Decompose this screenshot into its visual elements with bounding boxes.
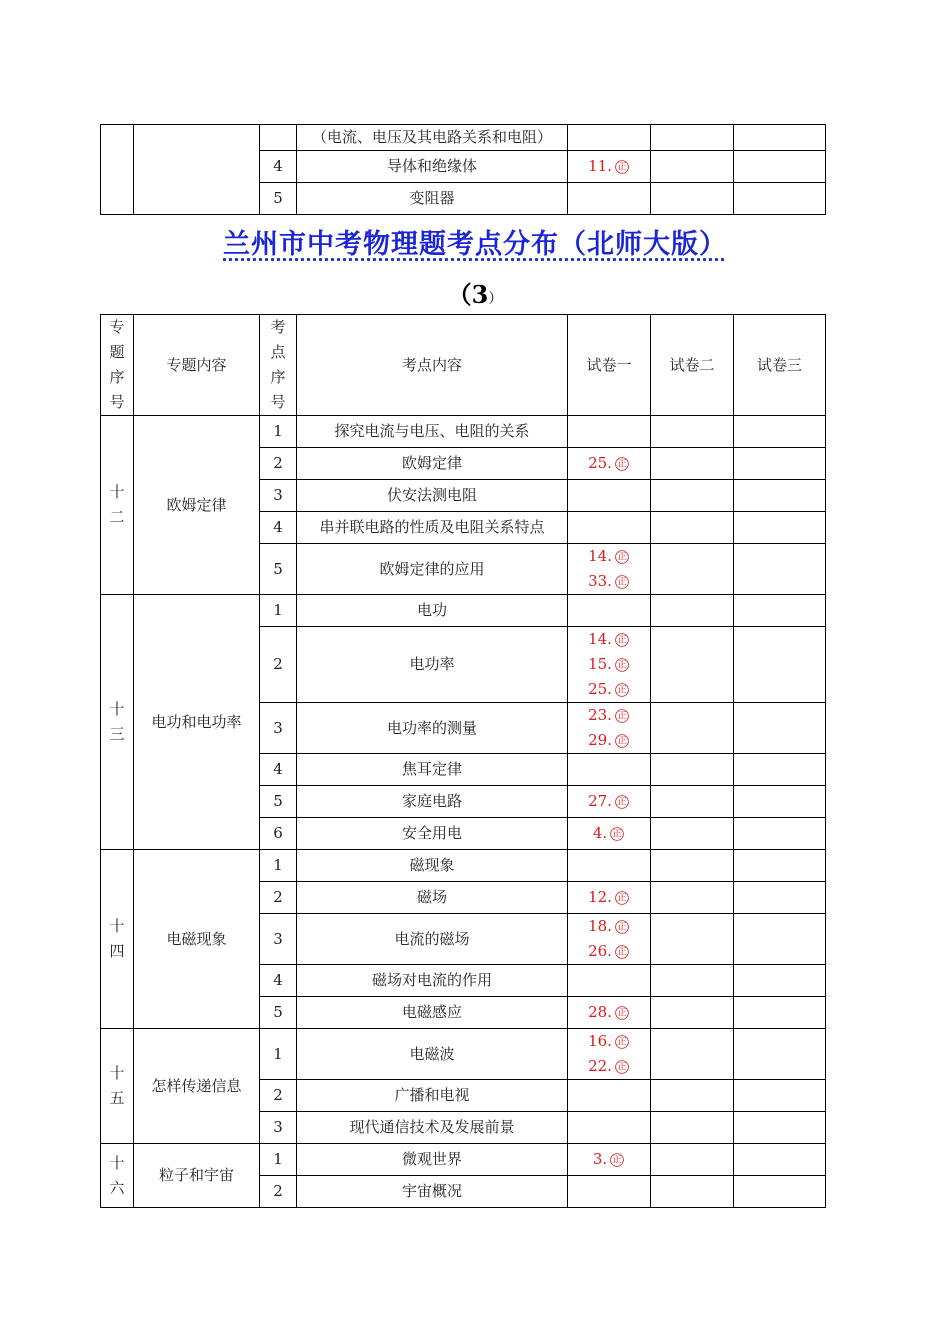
stamp-mark-icon: 正 — [615, 633, 629, 647]
point-content-cell: 欧姆定律的应用 — [297, 544, 568, 595]
paper3-cell — [734, 882, 826, 914]
paper2-cell — [651, 703, 734, 754]
paper3-cell — [734, 1176, 826, 1208]
paper2-cell — [651, 914, 734, 965]
paper2-cell — [651, 965, 734, 997]
point-no-cell: 4 — [260, 512, 297, 544]
exam-ref-number: 33. — [588, 572, 612, 590]
exam-ref-number: 3. — [592, 1150, 608, 1168]
topic-name-cell: 电功和电功率 — [134, 595, 260, 850]
paper1-cell — [568, 125, 651, 151]
exam-ref-number: 11. — [588, 157, 612, 175]
exam-ref-number: 29. — [588, 731, 612, 749]
paper1-cell — [568, 754, 651, 786]
paper2-cell — [651, 416, 734, 448]
exam-ref — [568, 728, 650, 753]
paper1-cell — [568, 544, 651, 595]
paper2-cell — [651, 997, 734, 1029]
paper2-cell — [651, 754, 734, 786]
paper1-cell — [568, 850, 651, 882]
point-content-cell: 现代通信技术及发展前景 — [297, 1112, 568, 1144]
paper1-cell — [568, 1112, 651, 1144]
stamp-mark-icon: 正 — [615, 1060, 629, 1074]
exam-ref — [568, 1000, 650, 1025]
topic-no-cell — [101, 1029, 134, 1144]
exam-ref — [568, 821, 650, 846]
page-subtitle — [0, 275, 950, 310]
stamp-mark-icon: 正 — [615, 160, 629, 174]
paper3-cell — [734, 544, 826, 595]
topic-no-text: 十 六 — [109, 1153, 125, 1197]
topic-no-text: 十 五 — [109, 1064, 125, 1107]
paper3-cell — [734, 703, 826, 754]
exam-ref — [568, 1147, 650, 1172]
stamp-mark-icon: 正 — [615, 658, 629, 672]
point-content-cell: 焦耳定律 — [297, 754, 568, 786]
point-content-cell: （电流、电压及其电路关系和电阻） — [297, 125, 568, 151]
paper2-cell — [651, 1144, 734, 1176]
stamp-mark-icon: 正 — [615, 1035, 629, 1049]
paper1-cell — [568, 416, 651, 448]
point-no-cell: 2 — [260, 627, 297, 703]
exam-ref-number: 4. — [592, 824, 608, 842]
stamp-mark-icon: 正 — [615, 550, 629, 564]
paper3-cell — [734, 183, 826, 215]
header-topic-no — [101, 315, 134, 416]
topic-no-cell — [101, 416, 134, 595]
point-no-cell: 3 — [260, 703, 297, 754]
exam-ref — [568, 544, 650, 569]
paper2-cell — [651, 1112, 734, 1144]
header-topic-no-text: 专 题 序 号 — [109, 318, 125, 411]
point-no-cell: 6 — [260, 818, 297, 850]
header-paper1: 试卷一 — [568, 315, 651, 416]
point-content-cell: 电磁波 — [297, 1029, 568, 1080]
exam-ref — [568, 703, 650, 728]
point-content-cell: 电流的磁场 — [297, 914, 568, 965]
topic-no-text: 十 四 — [109, 917, 125, 960]
paper3-cell — [734, 818, 826, 850]
point-content-cell: 安全用电 — [297, 818, 568, 850]
header-row — [101, 315, 826, 416]
exam-ref-number: 23. — [588, 706, 612, 724]
paper2-cell — [651, 595, 734, 627]
exam-ref-number: 16. — [588, 1032, 612, 1050]
stamp-mark-icon: 正 — [610, 827, 624, 841]
stamp-mark-icon: 正 — [615, 891, 629, 905]
paper2-cell — [651, 183, 734, 215]
paper3-cell — [734, 965, 826, 997]
paper3-cell — [734, 850, 826, 882]
paper1-cell — [568, 595, 651, 627]
topic-no-cell — [101, 850, 134, 1029]
point-content-cell: 伏安法测电阻 — [297, 480, 568, 512]
point-no-cell: 5 — [260, 786, 297, 818]
exam-ref-number: 27. — [588, 792, 612, 810]
paper3-cell — [734, 1112, 826, 1144]
paper2-cell — [651, 1080, 734, 1112]
exam-ref-number: 18. — [588, 917, 612, 935]
paper2-cell — [651, 512, 734, 544]
point-no-cell: 5 — [260, 997, 297, 1029]
paper3-cell — [734, 1144, 826, 1176]
point-no-cell: 2 — [260, 1176, 297, 1208]
point-content-cell: 广播和电视 — [297, 1080, 568, 1112]
paper1-cell — [568, 786, 651, 818]
paper1-cell — [568, 1144, 651, 1176]
point-content-cell: 家庭电路 — [297, 786, 568, 818]
paper2-cell — [651, 448, 734, 480]
paper2-cell — [651, 1176, 734, 1208]
paper3-cell — [734, 1029, 826, 1080]
topic-no-cell — [101, 125, 134, 215]
exam-ref — [568, 914, 650, 939]
topic-name-cell — [134, 125, 260, 215]
point-content-cell: 电功率 — [297, 627, 568, 703]
header-point-no-text: 考 点 序 号 — [270, 318, 286, 411]
paper1-cell — [568, 448, 651, 480]
paper2-cell — [651, 480, 734, 512]
stamp-mark-icon: 正 — [615, 795, 629, 809]
paper2-cell — [651, 882, 734, 914]
exam-ref-number: 12. — [588, 888, 612, 906]
point-content-cell: 磁现象 — [297, 850, 568, 882]
stamp-mark-icon: 正 — [615, 683, 629, 697]
header-paper3: 试卷三 — [734, 315, 826, 416]
exam-ref-number: 15. — [588, 655, 612, 673]
point-no-cell: 1 — [260, 1029, 297, 1080]
header-point-content: 考点内容 — [297, 315, 568, 416]
point-no-cell: 4 — [260, 754, 297, 786]
paper2-cell — [651, 125, 734, 151]
point-no-cell: 3 — [260, 914, 297, 965]
topic-no-cell — [101, 595, 134, 850]
point-no-cell: 3 — [260, 1112, 297, 1144]
header-paper2: 试卷二 — [651, 315, 734, 416]
paper1-cell — [568, 914, 651, 965]
topic-no-cell — [101, 1144, 134, 1208]
paper3-cell — [734, 151, 826, 183]
paper2-cell — [651, 850, 734, 882]
paper3-cell — [734, 997, 826, 1029]
exam-ref — [568, 451, 650, 476]
point-no-cell: 4 — [260, 151, 297, 183]
paper3-cell — [734, 627, 826, 703]
subtitle-number: （3 — [447, 280, 489, 309]
point-no-cell: 5 — [260, 544, 297, 595]
paper2-cell — [651, 151, 734, 183]
paper1-cell — [568, 965, 651, 997]
point-no-cell: 1 — [260, 850, 297, 882]
header-point-no — [260, 315, 297, 416]
paper1-cell — [568, 882, 651, 914]
topic-name-cell: 电磁现象 — [134, 850, 260, 1029]
exam-ref — [568, 939, 650, 964]
exam-points-table — [100, 314, 826, 1208]
point-content-cell: 变阻器 — [297, 183, 568, 215]
paper1-cell — [568, 627, 651, 703]
header-topic-content: 专题内容 — [134, 315, 260, 416]
point-no-cell: 3 — [260, 480, 297, 512]
subtitle-close: ） — [488, 291, 503, 307]
point-no-cell: 1 — [260, 1144, 297, 1176]
stamp-mark-icon: 正 — [615, 734, 629, 748]
paper1-cell — [568, 818, 651, 850]
paper2-cell — [651, 786, 734, 818]
exam-ref — [568, 652, 650, 677]
stamp-mark-icon: 正 — [615, 457, 629, 471]
point-no-cell: 1 — [260, 595, 297, 627]
point-content-cell: 微观世界 — [297, 1144, 568, 1176]
topic-no-text: 十 二 — [109, 483, 125, 526]
point-no-cell: 4 — [260, 965, 297, 997]
topic-no-text: 十 三 — [109, 700, 125, 743]
paper3-cell — [734, 786, 826, 818]
paper1-cell — [568, 1029, 651, 1080]
paper3-cell — [734, 416, 826, 448]
table-row — [101, 850, 826, 882]
point-content-cell: 电磁感应 — [297, 997, 568, 1029]
exam-ref-number: 25. — [588, 454, 612, 472]
point-content-cell: 探究电流与电压、电阻的关系 — [297, 416, 568, 448]
paper1-cell — [568, 183, 651, 215]
paper3-cell — [734, 1080, 826, 1112]
paper1-cell — [568, 151, 651, 183]
paper1-cell — [568, 1176, 651, 1208]
stamp-mark-icon: 正 — [615, 920, 629, 934]
topic-name-cell: 欧姆定律 — [134, 416, 260, 595]
paper1-cell — [568, 480, 651, 512]
table-row — [101, 1029, 826, 1080]
paper3-cell — [734, 754, 826, 786]
exam-ref — [568, 789, 650, 814]
table-row — [101, 125, 826, 151]
point-content-cell: 串并联电路的性质及电阻关系特点 — [297, 512, 568, 544]
point-no-cell: 2 — [260, 1080, 297, 1112]
table-row — [101, 595, 826, 627]
point-content-cell: 导体和绝缘体 — [297, 151, 568, 183]
point-content-cell: 宇宙概况 — [297, 1176, 568, 1208]
point-content-cell: 欧姆定律 — [297, 448, 568, 480]
paper3-cell — [734, 595, 826, 627]
paper2-cell — [651, 818, 734, 850]
stamp-mark-icon: 正 — [615, 945, 629, 959]
exam-ref — [568, 627, 650, 652]
exam-ref — [568, 677, 650, 702]
paper3-cell — [734, 512, 826, 544]
stamp-mark-icon: 正 — [615, 1006, 629, 1020]
exam-ref-number: 22. — [588, 1057, 612, 1075]
stamp-mark-icon: 正 — [615, 575, 629, 589]
paper2-cell — [651, 544, 734, 595]
exam-ref — [568, 1054, 650, 1079]
exam-ref — [568, 569, 650, 594]
point-content-cell: 磁场对电流的作用 — [297, 965, 568, 997]
paper1-cell — [568, 703, 651, 754]
point-no-cell: 1 — [260, 416, 297, 448]
paper2-cell — [651, 1029, 734, 1080]
exam-ref-number: 14. — [588, 630, 612, 648]
paper3-cell — [734, 914, 826, 965]
point-no-cell: 2 — [260, 448, 297, 480]
paper1-cell — [568, 512, 651, 544]
exam-ref — [568, 154, 650, 179]
exam-ref — [568, 1029, 650, 1054]
paper1-cell — [568, 1080, 651, 1112]
paper3-cell — [734, 480, 826, 512]
point-content-cell: 电功 — [297, 595, 568, 627]
exam-ref-number: 25. — [588, 680, 612, 698]
table-row — [101, 1144, 826, 1176]
topic-name-cell: 粒子和宇宙 — [134, 1144, 260, 1208]
exam-ref-number: 14. — [588, 547, 612, 565]
point-content-cell: 电功率的测量 — [297, 703, 568, 754]
point-content-cell: 磁场 — [297, 882, 568, 914]
exam-ref-number: 28. — [588, 1003, 612, 1021]
exam-ref — [568, 885, 650, 910]
exam-ref-number: 26. — [588, 942, 612, 960]
paper3-cell — [734, 448, 826, 480]
point-no-cell: 2 — [260, 882, 297, 914]
continued-table — [100, 124, 826, 215]
table-row — [101, 416, 826, 448]
stamp-mark-icon: 正 — [610, 1153, 624, 1167]
point-no-cell — [260, 125, 297, 151]
page-title: 兰州市中考物理题考点分布（北师大版） — [223, 229, 727, 260]
topic-name-cell: 怎样传递信息 — [134, 1029, 260, 1144]
paper1-cell — [568, 997, 651, 1029]
paper2-cell — [651, 627, 734, 703]
stamp-mark-icon: 正 — [615, 709, 629, 723]
paper3-cell — [734, 125, 826, 151]
point-no-cell: 5 — [260, 183, 297, 215]
